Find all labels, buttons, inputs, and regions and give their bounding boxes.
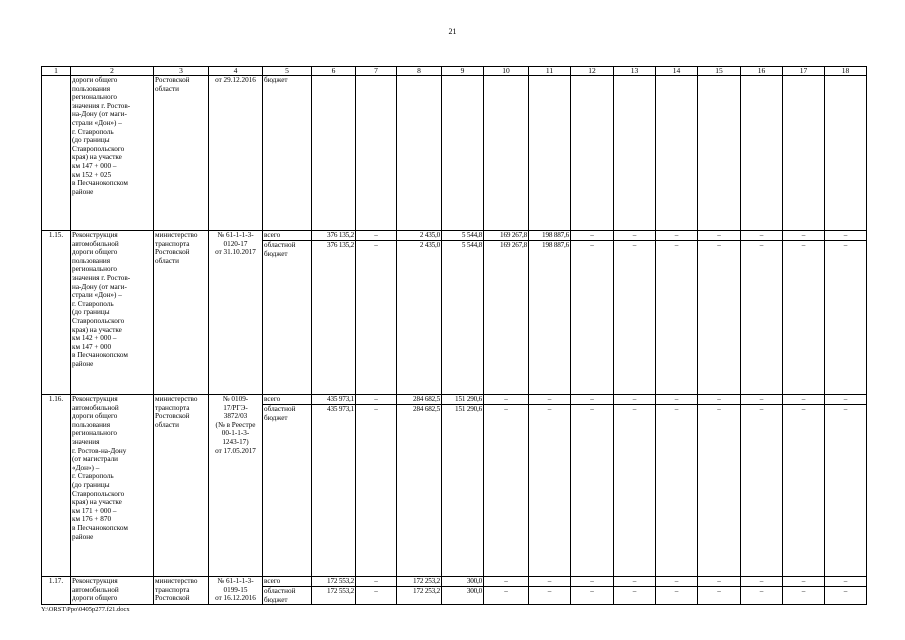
amount-cell: – <box>484 405 529 577</box>
funding-source-cell <box>263 76 312 231</box>
amount-cell: – <box>825 231 867 241</box>
text-line: пользования <box>72 420 111 429</box>
amount-cell: – <box>783 587 825 605</box>
column-number-8: 8 <box>397 67 442 76</box>
column-number-18: 18 <box>825 67 867 76</box>
row-number-cell <box>42 76 71 231</box>
column-number-4: 4 <box>209 67 263 76</box>
amount-cell: – <box>356 405 397 577</box>
row-number-cell: 1.15. <box>42 231 71 395</box>
row-number-cell: 1.17. <box>42 577 71 605</box>
text-line: пользования <box>72 256 111 265</box>
amount-cell: 435 973,1 <box>312 405 356 577</box>
amount-cell: – <box>825 587 867 605</box>
executor-cell <box>154 577 209 605</box>
amount-cell: – <box>614 231 656 241</box>
text-line: км 147 + 000 – <box>72 161 117 170</box>
amount-cell: – <box>656 241 698 395</box>
text-line: Ставропольского <box>72 144 125 153</box>
text-line: № 61-1-1-3- <box>217 577 254 585</box>
funding-source-cell: всего <box>263 395 312 405</box>
text-line: районе <box>72 187 94 196</box>
column-number-7: 7 <box>356 67 397 76</box>
text-line: г. Ростов-на-Дону <box>72 446 127 455</box>
text-line: края) на участке <box>72 153 122 162</box>
amount-cell: – <box>571 241 614 395</box>
amount-cell: – <box>741 577 783 587</box>
text-line: (от магистрали <box>72 455 119 464</box>
funding-source-cell: всего <box>263 231 312 241</box>
column-number-3: 3 <box>154 67 209 76</box>
column-number-17: 17 <box>783 67 825 76</box>
text-line: км 142 + 000 – <box>72 334 117 343</box>
amount-cell: – <box>571 395 614 405</box>
amount-cell: – <box>656 587 698 605</box>
text-line: страли «Дон») – <box>72 291 122 300</box>
text-line: Реконструкция <box>72 231 118 239</box>
text-line: (№ в Реестре <box>215 420 256 429</box>
amount-cell: – <box>825 577 867 587</box>
page-number: 21 <box>448 27 457 36</box>
text-line: «Дон») – <box>72 463 100 472</box>
amount-cell: 435 973,1 <box>312 395 356 405</box>
object-name-cell <box>71 395 154 577</box>
amount-cell: – <box>571 231 614 241</box>
funding-source-cell: областной бюджет <box>263 405 312 577</box>
amount-cell: – <box>783 395 825 405</box>
text-line: (до границы <box>72 480 110 489</box>
amount-cell: – <box>825 395 867 405</box>
amount-cell: – <box>356 241 397 395</box>
text-line: транспорта <box>155 585 190 594</box>
executor-cell <box>154 395 209 577</box>
funding-source-cell: областной бюджет <box>263 241 312 395</box>
amount-cell: – <box>741 231 783 241</box>
amount-cell: – <box>356 587 397 605</box>
text-line: км 147 + 000 <box>72 342 112 351</box>
text-line: в Песчанокопском <box>72 351 128 360</box>
amount-cell: – <box>571 587 614 605</box>
amount-cell: – <box>698 395 741 405</box>
amount-cell: – <box>656 231 698 241</box>
text-line: г. Ставрополь <box>72 472 114 481</box>
text-line: от 16.12.2016 <box>215 594 256 603</box>
amount-cell: 198 887,6 <box>529 241 571 395</box>
text-line: в Песчанокопском <box>72 179 128 188</box>
amount-cell: 2 435,0 <box>397 231 442 241</box>
text-line: Ставропольского <box>72 316 125 325</box>
amount-cell: – <box>529 405 571 577</box>
text-line: 1243-17) <box>222 437 249 446</box>
column-number-2: 2 <box>71 67 154 76</box>
amount-cell: – <box>529 587 571 605</box>
amount-cell: – <box>741 587 783 605</box>
text-line: области <box>155 420 180 429</box>
amount-cell: 5 544,8 <box>442 241 484 395</box>
amount-cell: 284 682,5 <box>397 405 442 577</box>
funding-source-cell: всего <box>263 577 312 587</box>
amount-cell: 172 253,2 <box>397 587 442 605</box>
amount-cell: – <box>741 241 783 395</box>
column-number-1: 1 <box>42 67 71 76</box>
text-line: г. Ставрополь <box>72 127 114 136</box>
amount-cell: – <box>698 231 741 241</box>
column-number-12: 12 <box>571 67 614 76</box>
amount-cell: 151 290,6 <box>442 405 484 577</box>
text-line: края) на участке <box>72 325 122 334</box>
text-line: 3872/03 <box>223 412 248 421</box>
amount-cell: – <box>656 395 698 405</box>
text-line: на-Дону (от маги- <box>72 110 127 119</box>
amount-cell: – <box>484 395 529 405</box>
amount-cell: – <box>614 587 656 605</box>
amount-cell: – <box>783 241 825 395</box>
column-number-14: 14 <box>656 67 698 76</box>
table-row <box>42 577 867 587</box>
amount-cell: – <box>783 405 825 577</box>
text-line: регионального <box>72 93 117 102</box>
text-line: км 152 + 025 <box>72 170 112 179</box>
amount-cell: 284 682,5 <box>397 395 442 405</box>
text-line: области <box>155 84 180 93</box>
text-line: регионального <box>72 265 117 274</box>
text-line: районе <box>72 532 94 541</box>
text-line: (до границы <box>72 308 110 317</box>
amount-cell: – <box>614 577 656 587</box>
table-row <box>42 395 867 405</box>
amount-cell: – <box>484 587 529 605</box>
file-path-footer: Y:\ORST\Ppo\0405p277.f21.docx <box>41 606 130 613</box>
column-number-5: 5 <box>263 67 312 76</box>
amount-cell: – <box>783 231 825 241</box>
text-line: дороги общего <box>72 594 118 603</box>
amount-cell: – <box>741 395 783 405</box>
column-number-15: 15 <box>698 67 741 76</box>
text-line: значения г. Ростов- <box>72 101 131 110</box>
executor-cell <box>154 231 209 395</box>
amount-cell: 376 135,2 <box>312 231 356 241</box>
text-line: (до границы <box>72 136 110 145</box>
table-row-continuation <box>42 76 867 231</box>
text-line: от 17.05.2017 <box>215 446 256 455</box>
text-line: г. Ставрополь <box>72 299 114 308</box>
amount-cell: – <box>614 395 656 405</box>
text-line: автомобильной <box>72 403 119 412</box>
column-number-16: 16 <box>741 67 783 76</box>
executor-cell <box>154 76 209 231</box>
amount-cell: – <box>698 241 741 395</box>
column-number-9: 9 <box>442 67 484 76</box>
text-line: Реконструкция <box>72 577 118 585</box>
amount-cell: – <box>698 587 741 605</box>
text-line: Ростовской <box>155 76 190 84</box>
text-line: Ставропольского <box>72 489 125 498</box>
column-number-13: 13 <box>614 67 656 76</box>
text-line: Ростовской <box>155 248 190 257</box>
text-line: министерство <box>155 231 198 239</box>
text-line: 0120-17 <box>223 239 248 248</box>
text-line: Ростовской <box>155 594 190 603</box>
text-line: 00-1-1-3- <box>221 429 250 438</box>
contract-cell <box>209 76 263 231</box>
text-line: значения <box>72 437 100 446</box>
amount-cell: – <box>356 577 397 587</box>
text-line: края) на участке <box>72 498 122 507</box>
amount-cell: – <box>529 577 571 587</box>
text-line: автомобильной <box>72 239 119 248</box>
column-number-11: 11 <box>529 67 571 76</box>
text-line: министерство <box>155 395 198 403</box>
amount-cell: – <box>783 577 825 587</box>
text-line: Реконструкция <box>72 395 118 403</box>
amount-cell: 169 267,8 <box>484 241 529 395</box>
amount-cell: – <box>825 241 867 395</box>
amount-cell: 300,0 <box>442 587 484 605</box>
amount-cell: 376 135,2 <box>312 241 356 395</box>
text-line: министерство <box>155 577 198 585</box>
text-line: № 0109- <box>222 395 249 403</box>
contract-cell <box>209 577 263 605</box>
text-line: страли «Дон») – <box>72 118 122 127</box>
amount-cell: – <box>741 405 783 577</box>
text-line: дороги общего <box>72 248 118 257</box>
text-line: от 31.10.2017 <box>215 248 256 257</box>
column-number-10: 10 <box>484 67 529 76</box>
text-line: км 176 + 870 <box>72 515 112 524</box>
text-line: 0199-15 <box>223 585 248 594</box>
amount-cell: 172 553,2 <box>312 577 356 587</box>
amount-cell: 151 290,6 <box>442 395 484 405</box>
amount-cell: – <box>484 577 529 587</box>
text-line: районе <box>72 359 94 368</box>
text-line: регионального <box>72 429 117 438</box>
text-line: от 29.12.2016 <box>215 76 256 84</box>
text-line: транспорта <box>155 239 190 248</box>
amount-cell: 198 887,6 <box>529 231 571 241</box>
contract-cell <box>209 231 263 395</box>
amount-cell: – <box>698 405 741 577</box>
text-line: дороги общего <box>72 412 118 421</box>
amount-cell: 300,0 <box>442 577 484 587</box>
object-name-cell <box>71 577 154 605</box>
text-line: на-Дону (от маги- <box>72 282 127 291</box>
amount-cell: – <box>614 405 656 577</box>
amount-cell: – <box>529 395 571 405</box>
text-line: транспорта <box>155 403 190 412</box>
contract-cell <box>209 395 263 577</box>
amount-cell: – <box>698 577 741 587</box>
amount-cell: 5 544,8 <box>442 231 484 241</box>
row-number-cell: 1.16. <box>42 395 71 577</box>
table-row <box>42 231 867 241</box>
text-line: 17/РГЭ- <box>223 403 248 412</box>
column-number-6: 6 <box>312 67 356 76</box>
text-line: автомобильной <box>72 585 119 594</box>
text-line: Ростовской <box>155 412 190 421</box>
object-name-cell <box>71 76 154 231</box>
text-line: № 61-1-1-3- <box>217 231 254 239</box>
amount-cell: – <box>356 395 397 405</box>
program-table <box>41 66 867 605</box>
amount-cell: 2 435,0 <box>397 241 442 395</box>
amount-cell: – <box>356 231 397 241</box>
object-name-cell <box>71 231 154 395</box>
text-line: км 171 + 000 – <box>72 506 117 515</box>
amount-cell: – <box>825 405 867 577</box>
amount-cell: – <box>614 241 656 395</box>
amount-cell: – <box>656 405 698 577</box>
column-number-row <box>42 67 867 76</box>
amount-cell: – <box>571 405 614 577</box>
text-line: значения г. Ростов- <box>72 273 131 282</box>
funding-source-cell: областной бюджет <box>263 587 312 605</box>
text-line: пользования <box>72 84 111 93</box>
amount-cell: 172 553,2 <box>312 587 356 605</box>
amount-cell: 169 267,8 <box>484 231 529 241</box>
amount-cell: – <box>656 577 698 587</box>
amount-cell: 172 253,2 <box>397 577 442 587</box>
text-line: бюджет <box>264 76 288 84</box>
text-line: области <box>155 256 180 265</box>
amount-cell: – <box>571 577 614 587</box>
text-line: в Песчанокопском <box>72 523 128 532</box>
text-line: дороги общего <box>72 76 118 84</box>
